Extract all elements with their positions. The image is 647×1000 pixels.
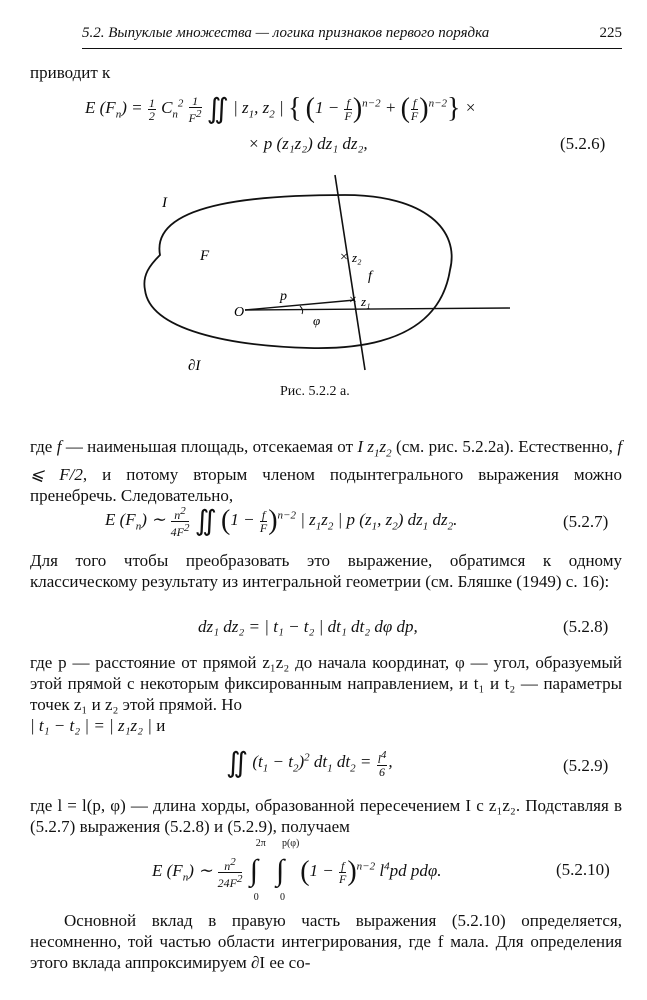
radius-vector [245,300,355,310]
cross-z2: × [340,250,348,265]
label-f: f [368,269,372,284]
equation-label-5-2-6: (5.2.6) [560,134,606,153]
paragraph-1: где f — наименьшая площадь, отсекаемая от I $z_1z_2$ (см. рис. 5.2.2а). Естественно, f ⩽ F/2, и потому вторым членом подынтегрального выражения можно пренебречь. Следовательно, [30,437,623,506]
label-dI: ∂I [188,358,201,374]
f-inequality: f ⩽ F/2 [30,437,623,485]
equation-label-5-2-9: (5.2.9) [563,756,609,775]
secant-line [335,175,365,370]
label-F: F [200,248,210,264]
equation-5-2-8: dz₁ dz₂ = | t₁ − t₂ | dt₁ dt₂ dφ dp, [198,617,418,636]
paragraph-3 [30,652,622,736]
paragraph-4: где l = l(p, φ) — длина хорды, образованной пересечением I с z₁z₂. Подставляя в (5.2.7) выражения (5.2.8) и (5.2.9), получаем [30,796,622,836]
paragraph-5: Основной вклад в правую часть выражения (5.2.10) определяется, несомненно, той частью области интегрирования, где f мала. Для определения этого вклада аппроксимируем ∂I ее со- [30,911,622,972]
cross-z1: × [349,293,357,308]
para1-part-d: , и потому вторым членом подынтегрального выражения можно пренебречь. Следовательно, [30,465,622,506]
equation-5-2-9: ∬ $(t_1 - t_2)^2$ $dt_1$ $dt_2$ = $\frac{l^4}{6}$ , [226,748,393,779]
label-z1: z₁ [361,294,371,309]
para3-end: и [156,716,166,735]
reference-axis [245,308,510,310]
para1-part-c: (см. рис. 5.2.2а). Естественно, [396,437,613,456]
equation-5-2-6: E $(F_n)$ = $\frac{1}{2}$ $C_n^2$ $\frac{1}{F^2}$ ∬ | $z_1$, $z_2$ | { (1 − $\frac{f}{F}$ )$^{n-2}$ + ( $\frac{f}{F}$ )$^{n-2}$} × [85,93,477,125]
figure-5-2-2a [130,170,530,380]
label-I: I [162,195,167,211]
para3-body: где p — расстояние от прямой z₁z₂ до начала координат, φ — угол, образуемый этой прямой с некоторым фиксированным направлением, и t₁ и t₂ — параметры точек z₁ и z₂ этой прямой. Но [30,653,622,714]
paragraph-2: Для того чтобы преобразовать это выражение, обратимся к одному классическому результату из интегральной геометрии (см. Бляшке (1949) с. 16): [30,551,622,591]
lead-line: приводит к [30,63,111,82]
label-z2: z₂ [352,250,362,265]
equation-5-2-7: E $(F_n)$ ∼ $\frac{n^2}{4F^2}$ ∬ (1 − $\frac{f}{F}$ )$^{n-2}$ | $z_1z_2$ | p ($z_1$, $z_2$) $dz_1$ $dz_2$. [105,504,458,539]
equation-5-2-6-line2: × p (z₁z₂) dz₁ dz₂, [248,134,368,153]
page-number: 225 [599,25,622,41]
figure-caption: Рис. 5.2.2 а. [280,384,350,399]
label-phi: φ [313,313,321,328]
equation-5-2-10: E $(F_n)$ ∼ $\frac{n^2}{24F^2}$ 2π ∫ 0 p(φ) ∫ 0 (1 − $\frac{f}{F}$ )$^{n-2}$ $l^4pd$ pdφ. [152,838,442,903]
label-p: p [280,289,287,304]
para1-part-b: — наименьшая площадь, отсекаемая от [65,437,354,456]
para1-part-a: где [30,437,53,456]
equation-label-5-2-8: (5.2.8) [563,617,609,636]
abs-t-equality: | t₁ − t₂ | = | z₁z₂ | [30,716,152,735]
label-O: O [234,305,245,320]
running-title: 5.2. Выпуклые множества — логика признаков первого порядка [82,25,490,41]
convex-region-boundary [144,195,451,348]
equation-label-5-2-10: (5.2.10) [556,860,610,879]
running-header [82,22,622,49]
equation-label-5-2-7: (5.2.7) [563,512,609,531]
